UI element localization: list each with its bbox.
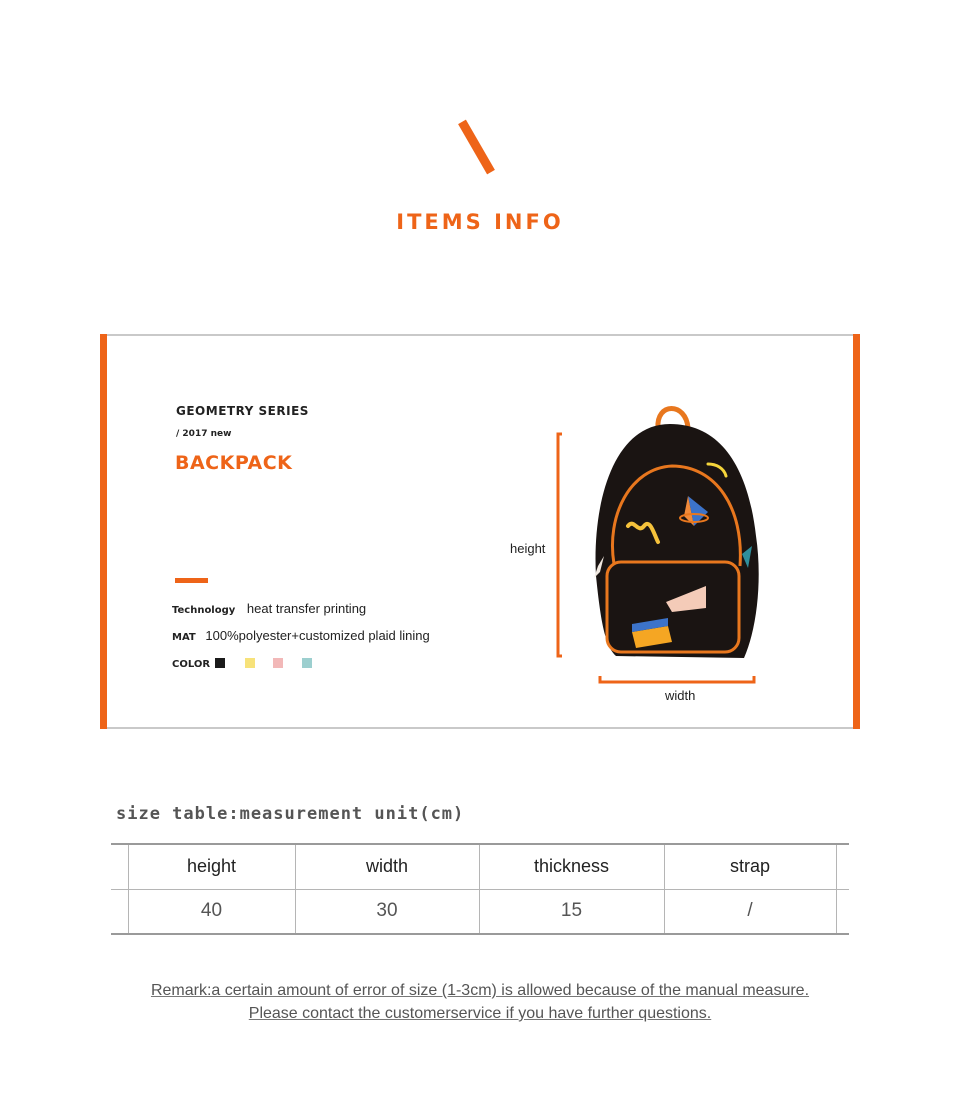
size-table — [111, 843, 849, 935]
header-thickness: thickness — [479, 844, 664, 889]
header-strap: strap — [664, 844, 836, 889]
color-swatch-black — [215, 658, 225, 668]
value-thickness: 15 — [479, 889, 664, 934]
product-year: / 2017 new — [176, 429, 232, 439]
size-table-heading: size table:measurement unit(cm) — [116, 804, 465, 824]
remark-line-2: Please contact the customerservice if you have further questions. — [248, 1005, 712, 1022]
value-height: 40 — [128, 889, 295, 934]
card-left-bar — [100, 334, 107, 729]
backpack-illustration — [548, 396, 763, 691]
size-table-value-row — [111, 889, 849, 934]
title-slash-decoration — [458, 120, 495, 175]
spec-technology-label: Technology — [172, 605, 236, 616]
spec-material-label: MAT — [172, 632, 196, 643]
value-strap: / — [664, 889, 836, 934]
card-right-bar — [853, 334, 860, 729]
product-name: BACKPACK — [175, 452, 293, 474]
spec-color-label: COLOR — [172, 659, 211, 670]
size-table-header-row — [111, 844, 849, 889]
height-label: height — [510, 541, 546, 556]
width-bracket — [600, 676, 754, 682]
color-swatch-teal — [302, 658, 312, 668]
width-label: width — [665, 688, 696, 703]
spec-material — [172, 628, 430, 643]
value-width: 30 — [295, 889, 479, 934]
height-bracket — [558, 434, 562, 656]
section-title: ITEMS INFO — [396, 210, 564, 234]
spec-technology-value: heat transfer printing — [246, 601, 367, 616]
color-swatch-pink — [273, 658, 283, 668]
product-info-card — [100, 334, 860, 729]
spec-material-value: 100%polyester+customized plaid lining — [205, 628, 430, 643]
remark-line-1: Remark:a certain amount of error of size (1-3cm) is allowed because of the manual measure. — [150, 982, 810, 999]
accent-dash — [175, 578, 208, 583]
spec-technology — [172, 601, 366, 616]
header-width: width — [295, 844, 479, 889]
header-height: height — [128, 844, 295, 889]
product-series: GEOMETRY SERIES — [176, 404, 309, 418]
color-swatch-yellow — [245, 658, 255, 668]
spec-color — [172, 655, 218, 670]
